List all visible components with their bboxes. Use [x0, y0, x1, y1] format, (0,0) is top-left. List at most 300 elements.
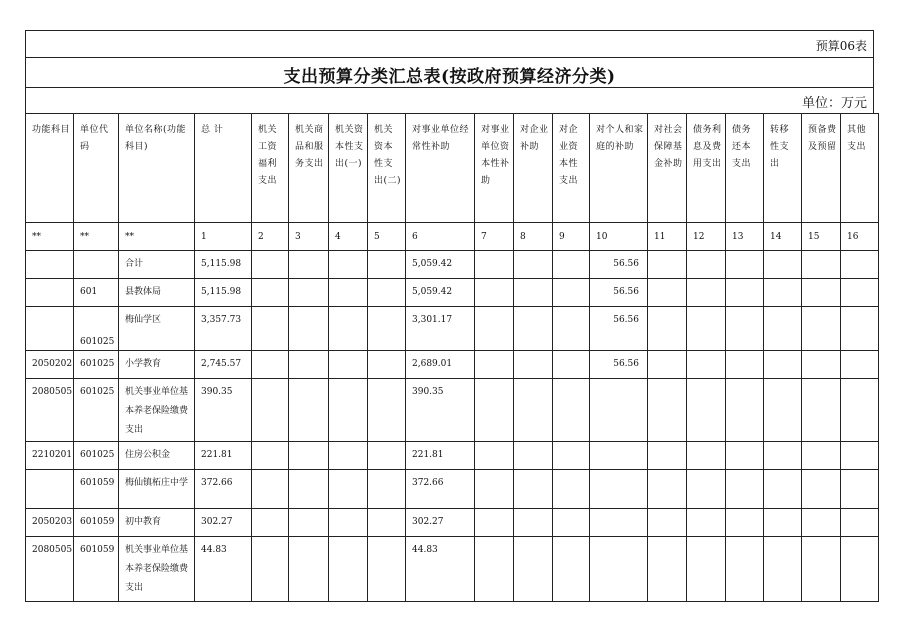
- cell-function-code: [26, 307, 74, 351]
- column-header: [590, 114, 648, 223]
- column-number-label: 4: [335, 231, 341, 242]
- cell-unit-name-value: 住房公积金: [125, 450, 171, 460]
- table-cell: [687, 351, 726, 379]
- cell-total: [195, 251, 252, 279]
- cell-personal-subsidy-value: [590, 442, 647, 446]
- cell-unit-code: [74, 537, 119, 602]
- table-cell: [648, 509, 687, 537]
- cell-function-code: [26, 470, 74, 509]
- table-cell: [252, 279, 289, 307]
- table-cell: [687, 470, 726, 509]
- header-row: [26, 114, 879, 223]
- cell-personal-subsidy: [590, 442, 648, 470]
- cell-personal-subsidy: [590, 379, 648, 442]
- cell-function-code-value: 2050202: [32, 359, 73, 369]
- cell-unit-code: [74, 442, 119, 470]
- cell-institution-subsidy: [406, 537, 475, 602]
- cell-function-code-value: [26, 279, 73, 283]
- cell-personal-subsidy: [590, 351, 648, 379]
- column-header-label: 对企业补助: [520, 125, 549, 152]
- table-cell: [289, 442, 329, 470]
- column-number: [26, 223, 74, 251]
- table-cell: [553, 379, 590, 442]
- column-number-label: 11: [654, 231, 666, 242]
- table-row: [26, 279, 879, 307]
- column-header: [368, 114, 406, 223]
- table-cell: [289, 351, 329, 379]
- cell-personal-subsidy-value: [590, 537, 647, 541]
- cell-unit-name: [119, 251, 195, 279]
- column-number: [687, 223, 726, 251]
- cell-function-code: [26, 279, 74, 307]
- column-header-label: 单位名称(功能科目): [125, 125, 187, 152]
- table-cell: [648, 537, 687, 602]
- page-title: 支出预算分类汇总表(按政府预算经济分类): [283, 67, 616, 87]
- column-header-label: 债务利息及费用支出: [693, 125, 722, 169]
- table-cell: [475, 307, 514, 351]
- cell-unit-code: [74, 379, 119, 442]
- table-cell: [289, 509, 329, 537]
- cell-total: [195, 379, 252, 442]
- budget-table: [25, 113, 879, 602]
- cell-total-value: 221.81: [201, 450, 233, 460]
- table-cell: [841, 351, 879, 379]
- cell-personal-subsidy-value: 56.56: [613, 259, 639, 269]
- cell-total-value: 5,115.98: [201, 287, 242, 297]
- column-header: [195, 114, 252, 223]
- table-row: [26, 251, 879, 279]
- column-header-label: 其他支出: [847, 125, 867, 152]
- cell-personal-subsidy-value: [590, 509, 647, 513]
- column-number: [802, 223, 841, 251]
- table-cell: [687, 307, 726, 351]
- column-header-label: 机关工资福利支出: [258, 125, 278, 186]
- column-header-label: 机关资本性支出(一): [335, 125, 364, 169]
- table-cell: [726, 351, 764, 379]
- cell-function-code: [26, 442, 74, 470]
- table-cell: [802, 307, 841, 351]
- cell-unit-code: [74, 307, 119, 351]
- table-cell: [368, 307, 406, 351]
- table-cell: [514, 351, 553, 379]
- cell-unit-code: [74, 509, 119, 537]
- column-header: [802, 114, 841, 223]
- column-number-label: 12: [693, 231, 705, 242]
- column-header-label: 转移性支出: [770, 125, 790, 169]
- table-cell: [802, 379, 841, 442]
- cell-unit-code-value: [74, 251, 118, 255]
- cell-institution-subsidy: [406, 279, 475, 307]
- cell-institution-subsidy: [406, 307, 475, 351]
- column-header-label: 对企业资本性支出: [559, 125, 579, 186]
- table-cell: [252, 470, 289, 509]
- cell-unit-name-value: 县教体局: [125, 287, 162, 297]
- column-header-label: 总 计: [201, 125, 224, 135]
- column-number: [590, 223, 648, 251]
- table-cell: [514, 307, 553, 351]
- cell-personal-subsidy: [590, 279, 648, 307]
- table-cell: [329, 307, 368, 351]
- cell-personal-subsidy-value: 56.56: [613, 359, 639, 369]
- table-cell: [514, 509, 553, 537]
- table-cell: [329, 379, 368, 442]
- table-cell: [726, 251, 764, 279]
- column-number-label: **: [32, 231, 41, 242]
- cell-unit-name: [119, 442, 195, 470]
- cell-personal-subsidy: [590, 470, 648, 509]
- column-header: [252, 114, 289, 223]
- cell-unit-name-value: 机关事业单位基本养老保险缴费支出: [125, 545, 189, 593]
- column-number: [119, 223, 195, 251]
- column-number-row: [26, 223, 879, 251]
- column-number: [368, 223, 406, 251]
- table-cell: [764, 509, 802, 537]
- column-header: [329, 114, 368, 223]
- table-cell: [553, 537, 590, 602]
- cell-unit-code-value: 601025: [80, 450, 115, 460]
- cell-institution-subsidy-value: 221.81: [412, 450, 444, 460]
- column-number: [553, 223, 590, 251]
- table-cell: [252, 442, 289, 470]
- table-cell: [841, 537, 879, 602]
- table-cell: [514, 442, 553, 470]
- cell-total-value: 5,115.98: [201, 259, 242, 269]
- table-cell: [329, 442, 368, 470]
- table-cell: [252, 351, 289, 379]
- cell-total-value: 390.35: [201, 387, 233, 397]
- cell-institution-subsidy: [406, 509, 475, 537]
- cell-total-value: 3,357.73: [201, 315, 242, 325]
- cell-personal-subsidy-value: [590, 379, 647, 383]
- table-cell: [764, 307, 802, 351]
- table-cell: [368, 351, 406, 379]
- column-header-label: 功能科目: [32, 125, 71, 135]
- table-cell: [726, 509, 764, 537]
- table-cell: [475, 509, 514, 537]
- table-cell: [514, 279, 553, 307]
- table-cell: [514, 470, 553, 509]
- table-row: [26, 351, 879, 379]
- column-number: [252, 223, 289, 251]
- cell-function-code: [26, 379, 74, 442]
- cell-personal-subsidy: [590, 251, 648, 279]
- column-number: [514, 223, 553, 251]
- cell-total: [195, 470, 252, 509]
- table-cell: [841, 470, 879, 509]
- cell-unit-code: [74, 279, 119, 307]
- table-cell: [475, 251, 514, 279]
- unit-bar: [25, 87, 874, 114]
- table-row: [26, 470, 879, 509]
- table-cell: [252, 379, 289, 442]
- cell-institution-subsidy-value: 5,059.42: [412, 259, 453, 269]
- table-cell: [841, 307, 879, 351]
- column-header: [289, 114, 329, 223]
- form-number: 预算06表: [815, 39, 867, 53]
- table-cell: [802, 537, 841, 602]
- table-cell: [648, 379, 687, 442]
- table-cell: [648, 351, 687, 379]
- table-cell: [553, 442, 590, 470]
- cell-institution-subsidy: [406, 251, 475, 279]
- column-header: [406, 114, 475, 223]
- cell-unit-code: [74, 470, 119, 509]
- table-cell: [553, 307, 590, 351]
- column-number: [841, 223, 879, 251]
- column-number-label: 5: [374, 231, 380, 242]
- cell-institution-subsidy-value: 44.83: [412, 545, 438, 555]
- cell-personal-subsidy-value: [590, 470, 647, 474]
- column-number-label: 8: [520, 231, 526, 242]
- column-number: [195, 223, 252, 251]
- cell-unit-name-value: 初中教育: [125, 517, 162, 527]
- column-header-label: 对事业单位资本性补助: [481, 125, 510, 186]
- table-cell: [726, 279, 764, 307]
- cell-unit-name: [119, 509, 195, 537]
- table-cell: [764, 251, 802, 279]
- column-number: [648, 223, 687, 251]
- column-number: [406, 223, 475, 251]
- cell-total: [195, 442, 252, 470]
- table-cell: [648, 307, 687, 351]
- column-number: [726, 223, 764, 251]
- column-header-label: 机关资本性支出(二): [374, 125, 402, 186]
- column-number-label: 14: [770, 231, 782, 242]
- column-header-label: 对社会保障基金补助: [654, 125, 683, 169]
- table-cell: [514, 537, 553, 602]
- table-cell: [841, 442, 879, 470]
- column-header: [841, 114, 879, 223]
- column-header: [726, 114, 764, 223]
- table-cell: [252, 251, 289, 279]
- cell-total-value: 2,745.57: [201, 359, 242, 369]
- table-cell: [329, 537, 368, 602]
- cell-unit-name: [119, 470, 195, 509]
- table-cell: [514, 379, 553, 442]
- table-cell: [368, 379, 406, 442]
- cell-unit-code-value: 601025: [80, 337, 115, 347]
- cell-total: [195, 351, 252, 379]
- column-header: [74, 114, 119, 223]
- table-cell: [252, 537, 289, 602]
- column-header: [119, 114, 195, 223]
- cell-function-code-value: [26, 470, 73, 474]
- column-number-label: 10: [596, 231, 608, 242]
- cell-unit-name-value: 机关事业单位基本养老保险缴费支出: [125, 387, 189, 435]
- table-cell: [802, 509, 841, 537]
- table-cell: [252, 307, 289, 351]
- column-number-label: 6: [412, 231, 418, 242]
- table-cell: [329, 509, 368, 537]
- table-cell: [726, 442, 764, 470]
- table-cell: [475, 537, 514, 602]
- table-cell: [368, 279, 406, 307]
- column-number-label: 1: [201, 231, 207, 242]
- cell-institution-subsidy-value: 3,301.17: [412, 315, 453, 325]
- column-header-label: 债务还本支出: [732, 125, 752, 169]
- cell-institution-subsidy: [406, 351, 475, 379]
- cell-unit-name: [119, 379, 195, 442]
- table-cell: [841, 379, 879, 442]
- table-cell: [764, 442, 802, 470]
- table-cell: [475, 442, 514, 470]
- cell-function-code: [26, 351, 74, 379]
- table-cell: [289, 537, 329, 602]
- table-cell: [514, 251, 553, 279]
- table-cell: [329, 251, 368, 279]
- column-number: [764, 223, 802, 251]
- cell-unit-code-value: 601059: [80, 517, 115, 527]
- column-header-label: 对个人和家庭的补助: [596, 125, 644, 152]
- cell-institution-subsidy-value: 372.66: [412, 478, 444, 488]
- column-header-label: 机关商品和服务支出: [295, 125, 324, 169]
- cell-personal-subsidy-value: 56.56: [613, 287, 639, 297]
- table-cell: [687, 251, 726, 279]
- cell-function-code-value: 2210201: [32, 450, 73, 460]
- table-cell: [687, 537, 726, 602]
- table-cell: [802, 279, 841, 307]
- column-header: [26, 114, 74, 223]
- column-number-label: 3: [295, 231, 301, 242]
- table-cell: [802, 442, 841, 470]
- table-cell: [802, 351, 841, 379]
- title-bar: [25, 57, 874, 88]
- column-number: [74, 223, 119, 251]
- column-number-label: **: [80, 231, 89, 242]
- table-cell: [329, 279, 368, 307]
- table-cell: [764, 470, 802, 509]
- cell-function-code-value: 2050203: [32, 517, 73, 527]
- table-cell: [648, 470, 687, 509]
- form-number-bar: [25, 30, 874, 58]
- cell-unit-name-value: 合计: [125, 259, 144, 269]
- table-cell: [553, 509, 590, 537]
- table-cell: [764, 379, 802, 442]
- cell-total: [195, 509, 252, 537]
- table-cell: [368, 537, 406, 602]
- cell-total: [195, 307, 252, 351]
- cell-total: [195, 279, 252, 307]
- table-cell: [841, 279, 879, 307]
- column-number: [475, 223, 514, 251]
- table-cell: [289, 470, 329, 509]
- cell-unit-code: [74, 251, 119, 279]
- table-cell: [687, 442, 726, 470]
- table-cell: [648, 279, 687, 307]
- column-number-label: 15: [808, 231, 820, 242]
- cell-function-code-value: [26, 251, 73, 255]
- cell-function-code-value: 2080505: [32, 387, 73, 397]
- cell-unit-name-value: 梅仙学区: [125, 315, 162, 325]
- table-cell: [368, 509, 406, 537]
- table-row: [26, 537, 879, 602]
- table-cell: [553, 351, 590, 379]
- table-cell: [289, 279, 329, 307]
- cell-total: [195, 537, 252, 602]
- cell-unit-name: [119, 307, 195, 351]
- cell-unit-name: [119, 279, 195, 307]
- cell-personal-subsidy: [590, 537, 648, 602]
- cell-unit-code-value: 601025: [80, 359, 115, 369]
- column-number-label: 16: [847, 231, 859, 242]
- cell-function-code: [26, 509, 74, 537]
- table-cell: [329, 351, 368, 379]
- table-cell: [841, 509, 879, 537]
- cell-unit-name: [119, 351, 195, 379]
- table-cell: [648, 251, 687, 279]
- table-cell: [553, 251, 590, 279]
- cell-personal-subsidy-value: 56.56: [613, 315, 639, 325]
- cell-total-value: 372.66: [201, 478, 233, 488]
- table-cell: [764, 351, 802, 379]
- cell-total-value: 302.27: [201, 517, 233, 527]
- column-header: [648, 114, 687, 223]
- cell-unit-code-value: 601059: [80, 545, 115, 555]
- table-cell: [726, 470, 764, 509]
- cell-institution-subsidy-value: 5,059.42: [412, 287, 453, 297]
- table-cell: [841, 251, 879, 279]
- cell-function-code: [26, 251, 74, 279]
- cell-institution-subsidy: [406, 442, 475, 470]
- cell-unit-name-value: 梅仙镇柘庄中学: [125, 478, 189, 488]
- table-cell: [726, 307, 764, 351]
- table-cell: [687, 509, 726, 537]
- table-cell: [687, 279, 726, 307]
- cell-unit-code-value: 601059: [80, 478, 115, 488]
- cell-unit-code: [74, 351, 119, 379]
- table-row: [26, 509, 879, 537]
- column-header-label: 单位代码: [80, 125, 109, 152]
- table-cell: [764, 537, 802, 602]
- table-cell: [368, 251, 406, 279]
- column-number-label: 13: [732, 231, 744, 242]
- cell-function-code: [26, 537, 74, 602]
- table-cell: [802, 470, 841, 509]
- cell-institution-subsidy-value: 2,689.01: [412, 359, 453, 369]
- column-header: [687, 114, 726, 223]
- column-header: [764, 114, 802, 223]
- cell-institution-subsidy: [406, 379, 475, 442]
- table-cell: [648, 442, 687, 470]
- table-cell: [289, 379, 329, 442]
- cell-unit-name-value: 小学教育: [125, 359, 162, 369]
- cell-function-code-value: 2080505: [32, 545, 73, 555]
- table-cell: [368, 470, 406, 509]
- column-number-label: 7: [481, 231, 487, 242]
- table-cell: [726, 379, 764, 442]
- table-cell: [475, 470, 514, 509]
- column-header: [553, 114, 590, 223]
- cell-personal-subsidy: [590, 307, 648, 351]
- column-number: [329, 223, 368, 251]
- table-cell: [475, 351, 514, 379]
- table-cell: [475, 379, 514, 442]
- table-cell: [329, 470, 368, 509]
- column-number-label: **: [125, 231, 134, 242]
- column-number-label: 2: [258, 231, 264, 242]
- table-row: [26, 379, 879, 442]
- table-cell: [553, 279, 590, 307]
- unit-label: 单位：万元: [801, 96, 867, 111]
- cell-institution-subsidy: [406, 470, 475, 509]
- table-cell: [475, 279, 514, 307]
- cell-personal-subsidy: [590, 509, 648, 537]
- column-header-label: 预备费及预留: [808, 125, 837, 152]
- table-cell: [368, 442, 406, 470]
- table-row: [26, 307, 879, 351]
- column-header: [475, 114, 514, 223]
- cell-unit-code-value: 601025: [80, 387, 115, 397]
